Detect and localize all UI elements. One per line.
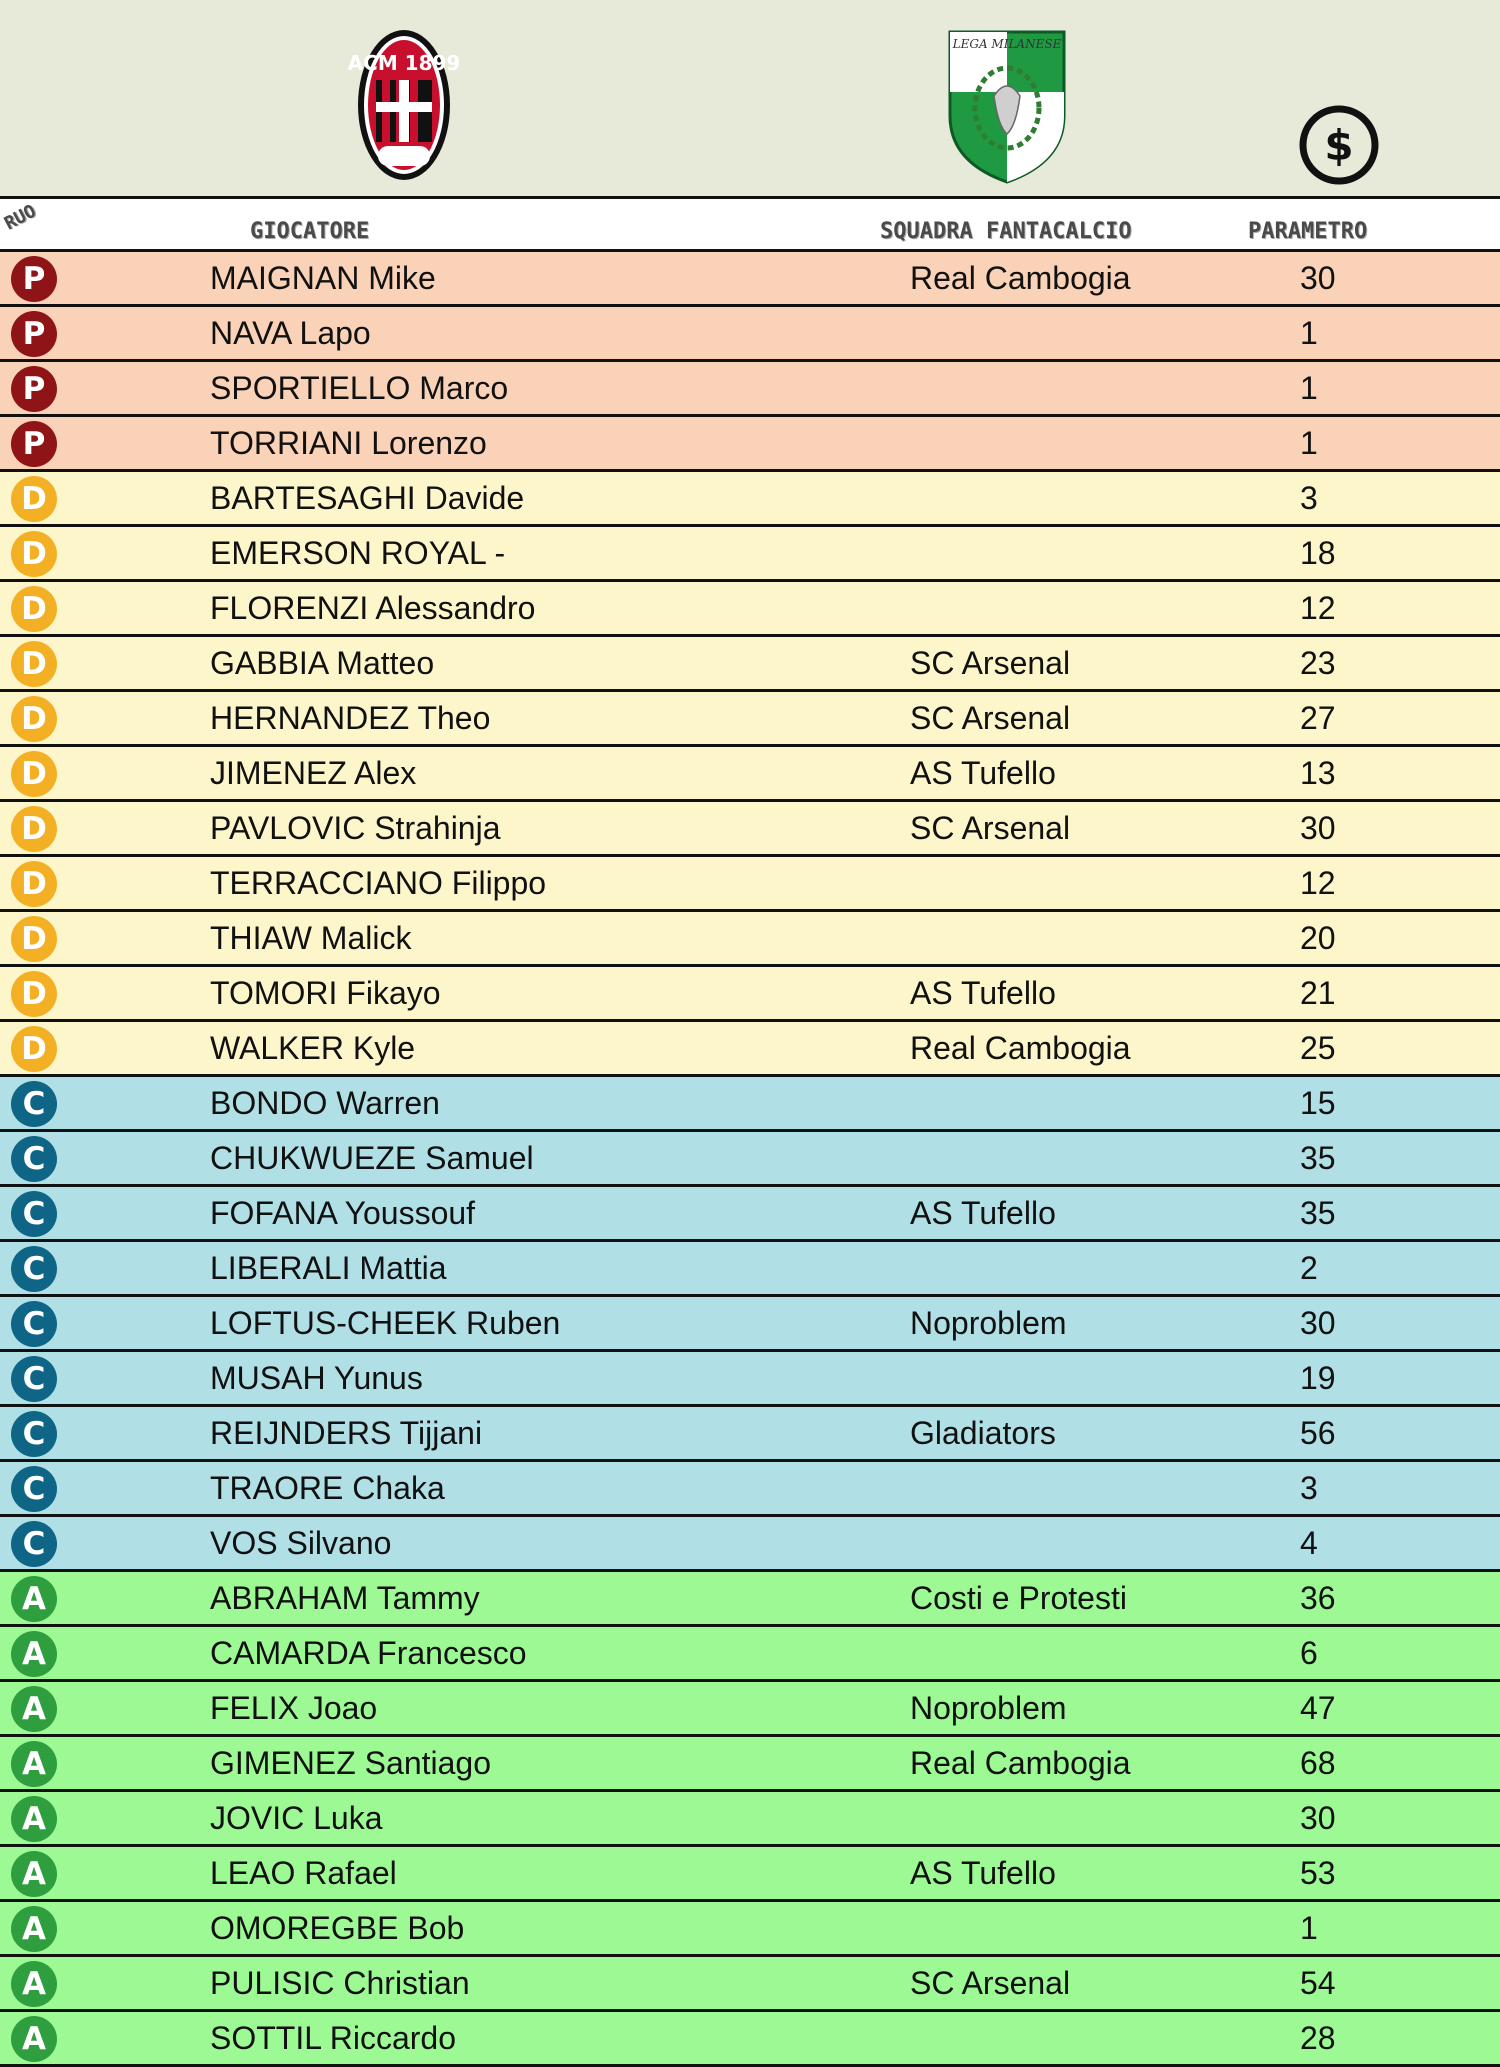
fantasy-team: Real Cambogia bbox=[910, 1745, 1131, 1781]
role-badge: A bbox=[11, 1686, 57, 1732]
header-giocatore[interactable]: GIOCATORE bbox=[250, 219, 370, 244]
role-badge: C bbox=[11, 1411, 57, 1457]
player-parameter: 20 bbox=[1300, 920, 1336, 956]
player-parameter: 36 bbox=[1300, 1580, 1336, 1616]
player-name: TERRACCIANO Filippo bbox=[210, 865, 547, 901]
table-row[interactable] bbox=[0, 527, 1500, 582]
table-row[interactable] bbox=[0, 1132, 1500, 1187]
table-row[interactable] bbox=[0, 1957, 1500, 2012]
role-badge: A bbox=[11, 1851, 57, 1897]
player-parameter: 35 bbox=[1300, 1140, 1336, 1176]
role-badge: C bbox=[11, 1301, 57, 1347]
player-parameter: 1 bbox=[1300, 425, 1318, 461]
player-parameter: 35 bbox=[1300, 1195, 1336, 1231]
table-row[interactable] bbox=[0, 1847, 1500, 1902]
table-row[interactable] bbox=[0, 1517, 1500, 1572]
table-row[interactable] bbox=[0, 857, 1500, 912]
player-name: LEAO Rafael bbox=[210, 1855, 397, 1891]
header-parametro[interactable]: PARAMETRO bbox=[1248, 219, 1368, 244]
fantasy-team: AS Tufello bbox=[910, 1855, 1056, 1891]
player-name: SOTTIL Riccardo bbox=[210, 2020, 456, 2056]
player-name: WALKER Kyle bbox=[210, 1030, 416, 1066]
player-name: PAVLOVIC Strahinja bbox=[210, 810, 501, 846]
player-parameter: 30 bbox=[1300, 1800, 1336, 1836]
player-parameter: 30 bbox=[1300, 1305, 1336, 1341]
table-row[interactable] bbox=[0, 1077, 1500, 1132]
role-badge: P bbox=[11, 256, 57, 302]
table-row[interactable] bbox=[0, 1022, 1500, 1077]
table-row[interactable] bbox=[0, 362, 1500, 417]
player-name: CHUKWUEZE Samuel bbox=[210, 1140, 534, 1176]
player-parameter: 30 bbox=[1300, 260, 1336, 296]
player-name: JIMENEZ Alex bbox=[210, 755, 417, 791]
player-name: LIBERALI Mattia bbox=[210, 1250, 447, 1286]
dollar-coin-icon bbox=[1298, 104, 1380, 186]
role-badge: A bbox=[11, 1576, 57, 1622]
fantasy-team: SC Arsenal bbox=[910, 810, 1071, 846]
table-row[interactable] bbox=[0, 967, 1500, 1022]
table-row[interactable] bbox=[0, 1627, 1500, 1682]
player-name: FELIX Joao bbox=[210, 1690, 378, 1726]
svg-text:ACM 1899: ACM 1899 bbox=[347, 51, 461, 75]
role-badge: D bbox=[11, 751, 57, 797]
player-parameter: 3 bbox=[1300, 480, 1318, 516]
player-parameter: 27 bbox=[1300, 700, 1336, 736]
table-row[interactable] bbox=[0, 802, 1500, 857]
player-parameter: 15 bbox=[1300, 1085, 1336, 1121]
player-name: TORRIANI Lorenzo bbox=[210, 425, 487, 461]
fantasy-team: SC Arsenal bbox=[910, 700, 1071, 736]
fantasy-team: AS Tufello bbox=[910, 755, 1056, 791]
header-squadra-fantacalcio[interactable]: SQUADRA FANTACALCIO bbox=[880, 219, 1132, 244]
fantasy-team: Real Cambogia bbox=[910, 1030, 1131, 1066]
table-row[interactable] bbox=[0, 1902, 1500, 1957]
player-parameter: 12 bbox=[1300, 590, 1336, 626]
player-parameter: 2 bbox=[1300, 1250, 1318, 1286]
table-row[interactable] bbox=[0, 2012, 1500, 2067]
player-name: LOFTUS-CHEEK Ruben bbox=[210, 1305, 561, 1341]
table-row[interactable] bbox=[0, 472, 1500, 527]
player-name: GABBIA Matteo bbox=[210, 645, 435, 681]
player-parameter: 1 bbox=[1300, 1910, 1318, 1946]
table-row[interactable] bbox=[0, 747, 1500, 802]
column-header-row bbox=[0, 196, 1500, 252]
player-parameter: 3 bbox=[1300, 1470, 1318, 1506]
player-parameter: 30 bbox=[1300, 810, 1336, 846]
player-name: TRAORE Chaka bbox=[210, 1470, 445, 1506]
role-badge: A bbox=[11, 1906, 57, 1952]
role-badge: D bbox=[11, 696, 57, 742]
table-row[interactable] bbox=[0, 417, 1500, 472]
svg-text:$: $ bbox=[1324, 121, 1354, 170]
table-row[interactable] bbox=[0, 1682, 1500, 1737]
table-row[interactable] bbox=[0, 1572, 1500, 1627]
role-badge: A bbox=[11, 1631, 57, 1677]
player-parameter: 56 bbox=[1300, 1415, 1336, 1451]
player-name: ABRAHAM Tammy bbox=[210, 1580, 480, 1616]
role-badge: A bbox=[11, 1796, 57, 1842]
player-parameter: 53 bbox=[1300, 1855, 1336, 1891]
role-badge: D bbox=[11, 971, 57, 1017]
player-name: MUSAH Yunus bbox=[210, 1360, 423, 1396]
player-name: VOS Silvano bbox=[210, 1525, 392, 1561]
player-parameter: 6 bbox=[1300, 1635, 1318, 1671]
role-badge: D bbox=[11, 916, 57, 962]
table-row[interactable] bbox=[0, 1297, 1500, 1352]
player-name: PULISIC Christian bbox=[210, 1965, 470, 2001]
fantasy-team: Noproblem bbox=[910, 1305, 1067, 1341]
player-name: SPORTIELLO Marco bbox=[210, 370, 509, 406]
player-parameter: 19 bbox=[1300, 1360, 1336, 1396]
player-name: FLORENZI Alessandro bbox=[210, 590, 536, 626]
role-badge: D bbox=[11, 586, 57, 632]
role-badge: C bbox=[11, 1466, 57, 1512]
table-row[interactable] bbox=[0, 1187, 1500, 1242]
role-badge: D bbox=[11, 861, 57, 907]
role-badge: D bbox=[11, 641, 57, 687]
role-badge: P bbox=[11, 311, 57, 357]
player-name: EMERSON ROYAL - bbox=[210, 535, 506, 571]
player-parameter: 23 bbox=[1300, 645, 1336, 681]
player-parameter: 68 bbox=[1300, 1745, 1336, 1781]
fantasy-team: Real Cambogia bbox=[910, 260, 1131, 296]
player-name: REIJNDERS Tijjani bbox=[210, 1415, 483, 1451]
player-parameter: 12 bbox=[1300, 865, 1336, 901]
fantasy-team: Gladiators bbox=[910, 1415, 1056, 1451]
player-name: TOMORI Fikayo bbox=[210, 975, 441, 1011]
role-badge: C bbox=[11, 1191, 57, 1237]
player-name: FOFANA Youssouf bbox=[210, 1195, 476, 1231]
role-badge: A bbox=[11, 2016, 57, 2062]
player-name: CAMARDA Francesco bbox=[210, 1635, 527, 1671]
role-badge: D bbox=[11, 1026, 57, 1072]
player-parameter: 25 bbox=[1300, 1030, 1336, 1066]
role-badge: C bbox=[11, 1246, 57, 1292]
table-row[interactable] bbox=[0, 637, 1500, 692]
role-badge: A bbox=[11, 1741, 57, 1787]
fantasy-team: AS Tufello bbox=[910, 975, 1056, 1011]
player-name: GIMENEZ Santiago bbox=[210, 1745, 491, 1781]
player-parameter: 1 bbox=[1300, 370, 1318, 406]
role-badge: C bbox=[11, 1081, 57, 1127]
fantasy-team: Costi e Protesti bbox=[910, 1580, 1127, 1616]
role-badge: P bbox=[11, 366, 57, 412]
svg-text:LEGA MILANESE: LEGA MILANESE bbox=[952, 37, 1062, 51]
table-row[interactable] bbox=[0, 252, 1500, 307]
player-parameter: 21 bbox=[1300, 975, 1336, 1011]
player-name: OMOREGBE Bob bbox=[210, 1910, 465, 1946]
role-badge: C bbox=[11, 1356, 57, 1402]
header-ruolo[interactable]: RUO bbox=[0, 200, 40, 235]
player-name: JOVIC Luka bbox=[210, 1800, 383, 1836]
role-badge: A bbox=[11, 1961, 57, 2007]
table-row[interactable] bbox=[0, 1792, 1500, 1847]
table-row[interactable] bbox=[0, 1407, 1500, 1462]
role-badge: D bbox=[11, 806, 57, 852]
player-name: HERNANDEZ Theo bbox=[210, 700, 491, 736]
player-parameter: 28 bbox=[1300, 2020, 1336, 2056]
ac-milan-crest-icon bbox=[347, 28, 461, 182]
table-row[interactable] bbox=[0, 1242, 1500, 1297]
table-row[interactable] bbox=[0, 582, 1500, 637]
table-row[interactable] bbox=[0, 1462, 1500, 1517]
player-name: THIAW Malick bbox=[210, 920, 412, 956]
player-parameter: 1 bbox=[1300, 315, 1318, 351]
player-name: NAVA Lapo bbox=[210, 315, 371, 351]
table-row[interactable] bbox=[0, 1352, 1500, 1407]
role-badge: P bbox=[11, 421, 57, 467]
role-badge: C bbox=[11, 1136, 57, 1182]
table-row[interactable] bbox=[0, 912, 1500, 967]
fantasy-team: SC Arsenal bbox=[910, 1965, 1071, 2001]
player-parameter: 18 bbox=[1300, 535, 1336, 571]
player-name: BARTESAGHI Davide bbox=[210, 480, 525, 516]
player-name: MAIGNAN Mike bbox=[210, 260, 436, 296]
fantasy-team: AS Tufello bbox=[910, 1195, 1056, 1231]
table-row[interactable] bbox=[0, 307, 1500, 362]
player-parameter: 47 bbox=[1300, 1690, 1336, 1726]
player-parameter: 4 bbox=[1300, 1525, 1318, 1561]
fantasy-team: Noproblem bbox=[910, 1690, 1067, 1726]
table-row[interactable] bbox=[0, 692, 1500, 747]
role-badge: D bbox=[11, 531, 57, 577]
role-badge: D bbox=[11, 476, 57, 522]
player-name: BONDO Warren bbox=[210, 1085, 440, 1121]
player-parameter: 13 bbox=[1300, 755, 1336, 791]
role-badge: C bbox=[11, 1521, 57, 1567]
fantasy-team: SC Arsenal bbox=[910, 645, 1071, 681]
lega-crest-icon bbox=[946, 26, 1068, 184]
logo-bar bbox=[0, 0, 1500, 196]
player-parameter: 54 bbox=[1300, 1965, 1336, 2001]
table-row[interactable] bbox=[0, 1737, 1500, 1792]
players-table bbox=[0, 252, 1500, 2067]
